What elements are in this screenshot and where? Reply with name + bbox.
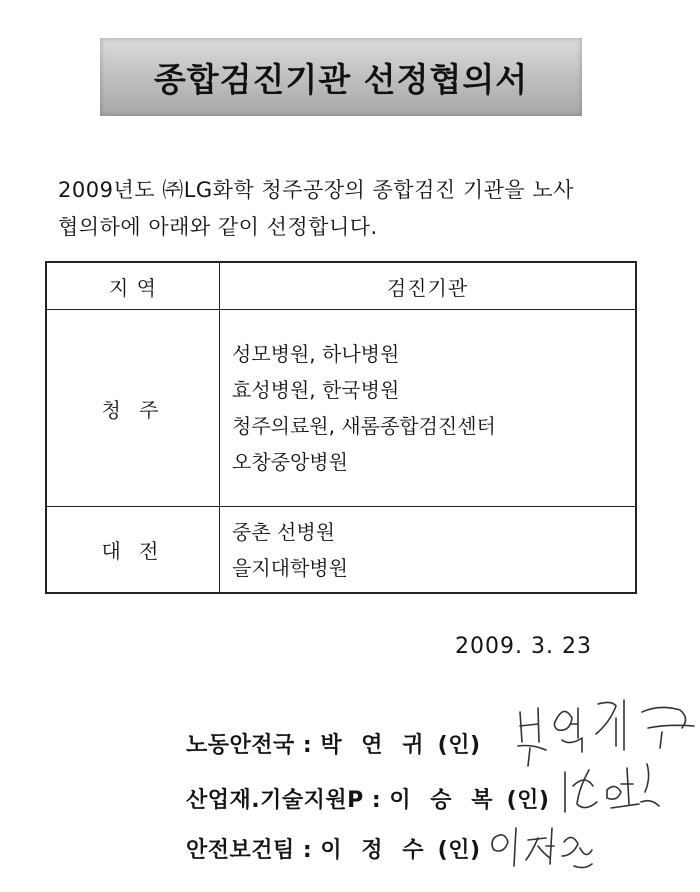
- table-row: [46, 507, 636, 594]
- institution-line: 을지대학병원: [232, 555, 348, 580]
- signatory-label: 안전보건팀 :: [186, 838, 321, 863]
- institution-cell: [220, 507, 637, 594]
- seal-mark: (인): [437, 838, 481, 863]
- signatory-line: [186, 833, 481, 864]
- header-region: 지 역: [46, 262, 220, 310]
- institution-table: [45, 261, 637, 594]
- signatory-name: 이 정 수: [320, 838, 430, 863]
- signatory-label: 산업재.기술지원P :: [186, 788, 390, 813]
- intro-paragraph: [58, 172, 648, 246]
- institution-line: 중촌 선병원: [232, 519, 335, 544]
- institution-cell: [220, 310, 637, 507]
- institution-line: 오창중앙병원: [232, 450, 348, 474]
- header-institution: 검진기관: [220, 262, 637, 310]
- table-row: [46, 310, 636, 507]
- handwritten-signature-2: [555, 758, 665, 820]
- signatory-name: 이 승 복: [389, 788, 499, 813]
- institution-line: 효성병원, 한국병원: [232, 378, 400, 402]
- handwritten-signature-3: [488, 820, 598, 880]
- seal-mark: (인): [506, 788, 550, 813]
- signatory-line: [186, 728, 481, 759]
- signatory-label: 노동안전국 :: [186, 733, 321, 758]
- institution-line: 청주의료원, 새롬종합검진센터: [232, 414, 496, 438]
- document-title: 종합검진기관 선정협의서: [153, 59, 529, 99]
- intro-line-2: 협의하에 아래와 같이 선정합니다.: [58, 215, 378, 239]
- signatory-name: 박 연 귀: [320, 733, 430, 758]
- region-cell: 청 주: [46, 310, 220, 507]
- intro-line-1: 2009년도 ㈜LG화학 청주공장의 종합검진 기관을 노사: [58, 178, 574, 202]
- table-header-row: [46, 262, 636, 310]
- seal-mark: (인): [437, 733, 481, 758]
- institution-line: 성모병원, 하나병원: [232, 342, 400, 366]
- document-date: 2009. 3. 23: [455, 634, 592, 659]
- region-cell: 대 전: [46, 507, 220, 594]
- title-banner: [100, 38, 582, 116]
- signatory-line: [186, 783, 550, 814]
